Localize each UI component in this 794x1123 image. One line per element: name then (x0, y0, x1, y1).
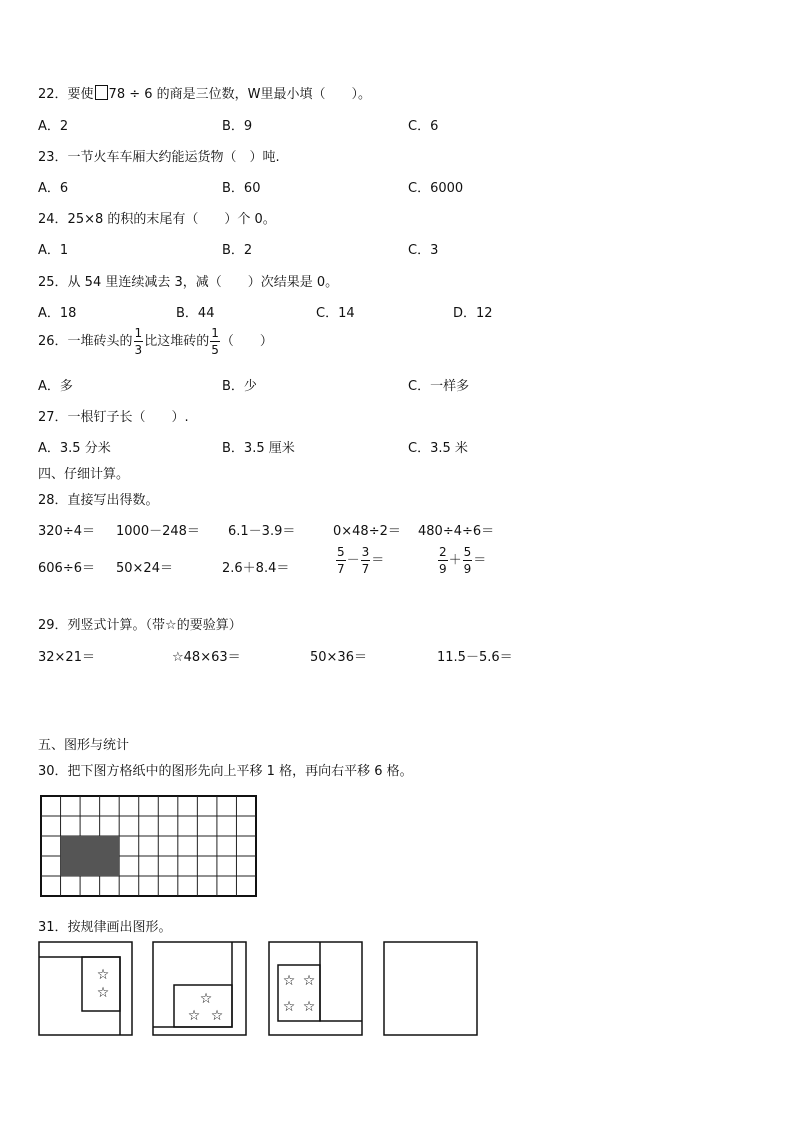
calc-48-times-63: ☆48×63＝ (172, 650, 241, 665)
q27-option-a[interactable]: A．3.5 分米 (38, 441, 111, 456)
pattern-box-4-empty[interactable] (383, 941, 479, 1037)
calc-50-times-36: 50×36＝ (310, 650, 367, 665)
calc-0-times-48-div-2: 0×48÷2＝ (333, 524, 401, 539)
fraction-numerator: 3 (361, 545, 370, 559)
q26-option-a[interactable]: A．多 (38, 379, 73, 394)
question-26-pre: 26．一堆砖头的 (38, 334, 133, 349)
q24-option-a[interactable]: A．1 (38, 243, 69, 258)
square-grid-paper[interactable] (40, 795, 257, 898)
shaded-rectangle[interactable] (61, 836, 120, 876)
q26-option-c[interactable]: C．一样多 (408, 379, 470, 394)
fraction-one-third (134, 327, 144, 356)
question-28-title: 28．直接写出得数。 (38, 493, 159, 508)
fraction-denominator: 9 (439, 562, 447, 576)
fraction (336, 546, 346, 575)
q24-option-b[interactable]: B．2 (222, 243, 253, 258)
q25-option-d[interactable]: D．12 (453, 306, 493, 321)
fraction-denominator: 9 (463, 562, 472, 576)
fraction-denominator: 7 (361, 562, 370, 576)
section-5-title: 五、图形与统计 (38, 738, 130, 753)
equals-sign: ＝ (371, 553, 385, 568)
calc-6-1-minus-3-9: 6.1－3.9＝ (228, 524, 296, 539)
equals-sign: ＝ (473, 553, 487, 568)
pattern-box-border (39, 942, 132, 1035)
q23-option-c[interactable]: C．6000 (408, 181, 464, 196)
star-icon: ☆ (210, 1008, 224, 1024)
section-4-title: 四、仔细计算。 (38, 467, 130, 482)
question-22-pre: 22．要使 (38, 87, 94, 102)
question-30-title: 30．把下图方格纸中的图形先向上平移 1 格，再向右平移 6 格。 (38, 764, 413, 779)
question-26-mid: 比这堆砖的 (144, 334, 210, 349)
star-icon: ☆ (187, 1008, 201, 1024)
question-22-post: 78 ÷ 6 的商是三位数，W里最小填（ ）。 (108, 87, 372, 102)
star-icon: ☆ (302, 999, 316, 1015)
pattern-box-2 (152, 941, 248, 1037)
pattern-box-border (384, 942, 477, 1035)
blank-box[interactable] (95, 85, 108, 100)
calc-fraction-subtraction (335, 546, 384, 575)
pattern-box-3 (268, 941, 364, 1037)
fraction (463, 546, 473, 575)
q25-option-c[interactable]: C．14 (316, 306, 355, 321)
calc-1000-minus-248: 1000－248＝ (116, 524, 200, 539)
q22-option-c[interactable]: C．6 (408, 119, 439, 134)
star-icon: ☆ (282, 999, 296, 1015)
q22-option-a[interactable]: A．2 (38, 119, 69, 134)
question-31-title: 31．按规律画出图形。 (38, 920, 172, 935)
operator: － (346, 553, 360, 568)
question-25: 25．从 54 里连续减去 3，减（ ）次结果是 0。 (38, 275, 339, 290)
star-icon: ☆ (96, 985, 110, 1001)
q27-option-b[interactable]: B．3.5 厘米 (222, 441, 295, 456)
operator: ＋ (448, 553, 462, 568)
question-22 (38, 83, 371, 102)
fraction-numerator: 1 (134, 326, 143, 340)
calc-606-div-6: 606÷6＝ (38, 561, 95, 576)
fraction-denominator: 7 (337, 562, 345, 576)
calc-fraction-addition (437, 546, 486, 575)
fraction (438, 546, 448, 575)
fraction-numerator: 1 (211, 326, 219, 340)
star-icon: ☆ (199, 991, 213, 1007)
q23-option-a[interactable]: A．6 (38, 181, 69, 196)
calc-32-times-21: 32×21＝ (38, 650, 95, 665)
calc-11-5-minus-5-6: 11.5－5.6＝ (437, 650, 513, 665)
question-23: 23．一节火车车厢大约能运货物（ ）吨. (38, 150, 280, 165)
star-icon: ☆ (302, 973, 316, 989)
q25-option-a[interactable]: A．18 (38, 306, 77, 321)
calc-50-times-24: 50×24＝ (116, 561, 173, 576)
fraction-numerator: 2 (439, 545, 447, 559)
fraction-numerator: 5 (463, 545, 472, 559)
q24-option-c[interactable]: C．3 (408, 243, 439, 258)
calc-2-6-plus-8-4: 2.6＋8.4＝ (222, 561, 290, 576)
fraction-one-fifth (210, 327, 220, 356)
star-icon: ☆ (282, 973, 296, 989)
q27-option-c[interactable]: C．3.5 米 (408, 441, 468, 456)
q23-option-b[interactable]: B．60 (222, 181, 261, 196)
question-24: 24．25×8 的积的末尾有（ ）个 0。 (38, 212, 276, 227)
q22-option-b[interactable]: B．9 (222, 119, 253, 134)
question-26-post: （ ） (220, 334, 273, 349)
fraction-denominator: 3 (134, 343, 143, 357)
question-26 (38, 327, 273, 356)
fraction-denominator: 5 (211, 343, 219, 357)
pattern-box-1 (38, 941, 134, 1037)
fraction-numerator: 5 (337, 545, 345, 559)
calc-480-div-4-div-6: 480÷4÷6＝ (418, 524, 495, 539)
q25-option-b[interactable]: B．44 (176, 306, 215, 321)
question-29-title: 29．列竖式计算。（带☆的要验算） (38, 618, 242, 633)
q26-option-b[interactable]: B．少 (222, 379, 257, 394)
star-icon: ☆ (96, 967, 110, 983)
calc-320-div-4: 320÷4＝ (38, 524, 95, 539)
question-27: 27．一根钉子长（ ）. (38, 410, 189, 425)
fraction (361, 546, 371, 575)
